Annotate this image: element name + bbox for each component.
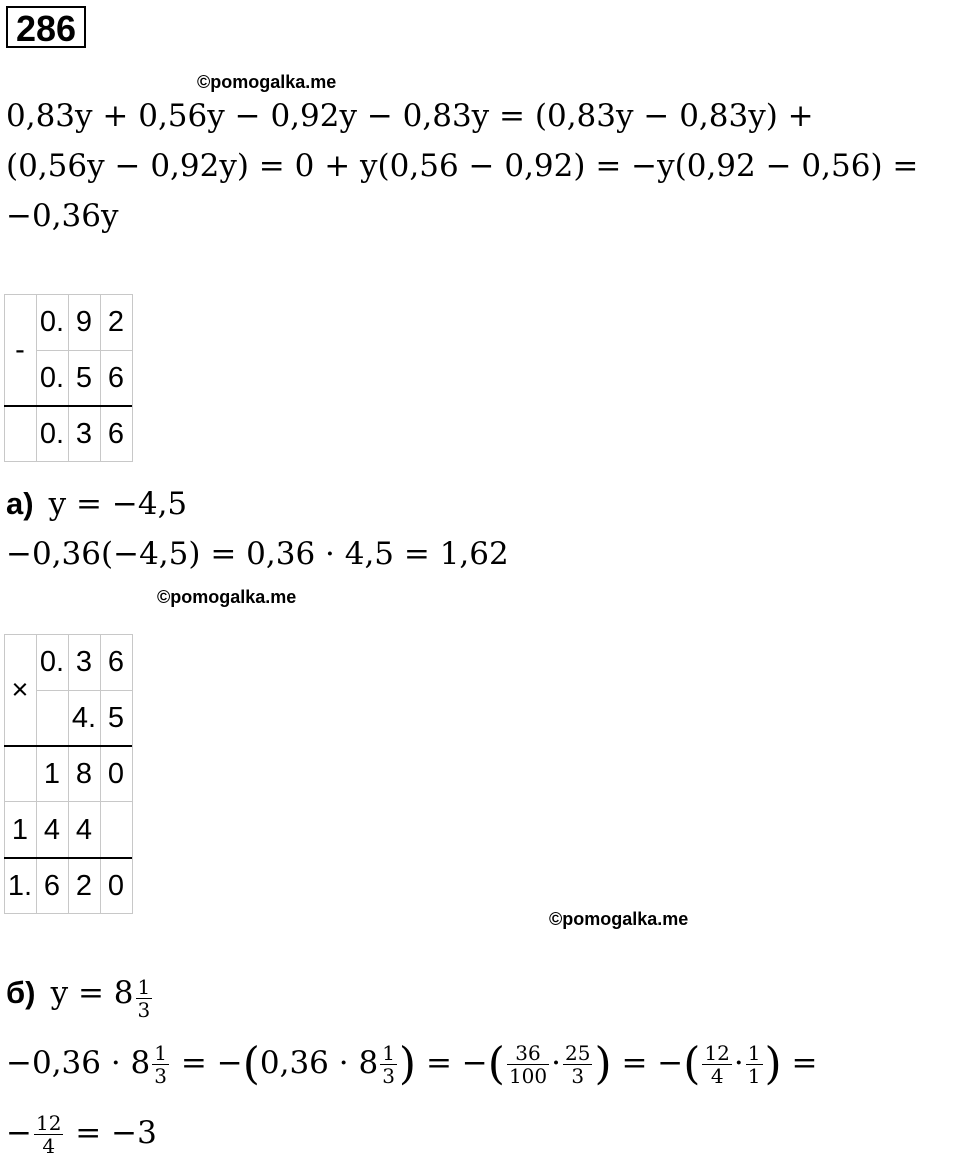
fraction: $\frac{1}{3}$ — [137, 975, 151, 1022]
problem-number: 286 — [6, 6, 86, 48]
part-a-value: y = −4,5 — [48, 486, 188, 522]
digit-cell: 4 — [43, 814, 61, 846]
solution-line-3: −0,36y — [6, 198, 119, 234]
digit-cell: 0. — [39, 646, 65, 678]
part-b-label: б) — [6, 975, 36, 1010]
digit-cell: 1 — [11, 814, 29, 846]
digit-cell: 6 — [107, 362, 125, 394]
digit-cell: 6 — [107, 646, 125, 678]
solution-line-1: 0,83y + 0,56y − 0,92y − 0,83y = (0,83y − 0,83y) + — [6, 98, 814, 134]
digit-cell: 3 — [75, 418, 93, 450]
minus-sign: - — [15, 334, 25, 366]
digit-cell: 0. — [39, 306, 65, 338]
digit-cell: 4 — [75, 814, 93, 846]
digit-cell: 8 — [75, 758, 93, 790]
digit-cell: 4. — [71, 702, 97, 734]
fraction: $\frac{1}{1}$ — [747, 1041, 761, 1088]
solution-line-2: (0,56y − 0,92y) = 0 + y(0,56 − 0,92) = −y(0,92 − 0,56) = — [6, 148, 919, 184]
fraction: $\frac{25}{3}$ — [564, 1041, 591, 1088]
part-a-label: а) — [6, 486, 34, 521]
fraction: $\frac{12}{4}$ — [704, 1041, 730, 1088]
digit-cell: 1. — [7, 870, 33, 902]
part-b-calculation-line-2: − $\frac{12}{4}$ = −3 — [6, 1111, 157, 1158]
watermark: ©pomogalka.me — [197, 72, 337, 92]
part-b-calculation-line-1: −0,36 · 8 $\frac{1}{3}$ = −(0,36 · 8 $\frac{1}{3}$ ) = −( $\frac{36}{100}$ · $\frac{25}{3}$ ) = −( $\frac{12}{4}$ · $\frac{1}{1}$ ) = — [6, 1038, 818, 1090]
fraction: $\frac{1}{3}$ — [154, 1041, 168, 1088]
digit-cell: 0. — [39, 418, 65, 450]
digit-cell: 0 — [107, 758, 125, 790]
watermark: ©pomogalka.me — [549, 909, 689, 929]
watermark: ©pomogalka.me — [157, 587, 297, 607]
digit-cell: 0 — [107, 870, 125, 902]
part-a-calculation: −0,36(−4,5) = 0,36 · 4,5 = 1,62 — [6, 536, 509, 572]
digit-cell: 1 — [43, 758, 61, 790]
part-b-value: y = 8 — [50, 975, 134, 1011]
digit-cell: 2 — [75, 870, 93, 902]
digit-cell: 0. — [39, 362, 65, 394]
digit-cell: 6 — [43, 870, 61, 902]
fraction: $\frac{12}{4}$ — [35, 1111, 62, 1158]
times-sign: × — [11, 674, 29, 706]
digit-cell: 2 — [107, 306, 125, 338]
fraction: $\frac{36}{100}$ — [508, 1041, 548, 1088]
fraction: $\frac{1}{3}$ — [382, 1041, 395, 1088]
digit-cell: 5 — [75, 362, 93, 394]
digit-cell: 3 — [75, 646, 93, 678]
part-b-condition — [6, 975, 154, 1021]
digit-cell: 5 — [107, 702, 125, 734]
part-a-condition — [6, 486, 187, 522]
digit-cell: 9 — [75, 306, 93, 338]
digit-cell: 6 — [107, 418, 125, 450]
